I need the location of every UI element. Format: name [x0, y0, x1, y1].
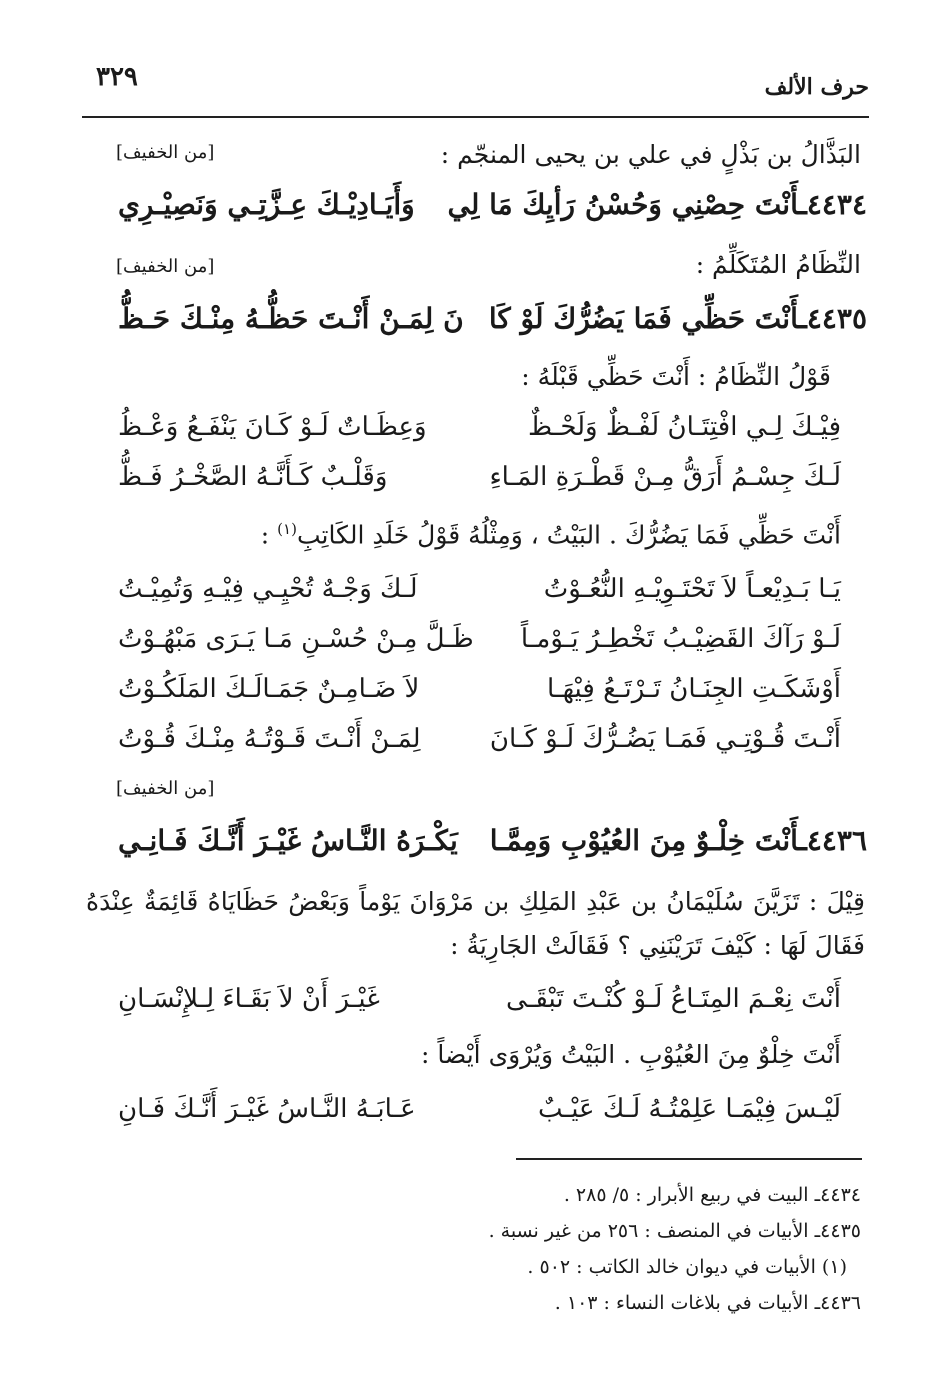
- commentary-verse: أَنْتَ نِعْـمَ المِتَـاعُ لَـوْ كُنْـتَ تَبْقَـى غَيْـرَ أَنْ لاَ بَقَـاءَ لِـلإِنْسَـانِ: [118, 984, 841, 1014]
- verse-first-hemistich: ٤٤٣٥ـأَنْتَ حَظِّي فَمَا يَضُرُّكَ لَوْ كَا: [488, 302, 867, 335]
- footnote: ٤٤٣٥ـ الأبيات في المنصف : ٢٥٦ من غير نسبة .: [488, 1220, 861, 1242]
- verse-first-hemistich: ٤٤٣٤ـأَنْتَ حِصْنِي وَحُسْنُ رَأيِكَ مَا لِي: [447, 188, 867, 221]
- commentary-line: قَوْلُ النِّظَامُ : أَنْتَ حَظِّي قَبْلَهُ :: [521, 362, 831, 391]
- meter-label: [من الخفيف]: [116, 778, 215, 799]
- running-title: حرف الألف: [764, 74, 869, 100]
- commentary-line: أَنْتَ خِلْوٌ مِنَ العُيُوْبِ . البَيْتُ وَيُرْوَى أَيْضاً :: [421, 1040, 841, 1069]
- verse-4436: [118, 824, 867, 874]
- commentary-verse: أَوْشَكَـتِ الجِنَـانُ تَـرْتَـعُ فِيْهَـا لاَ ضَـامِـنٌ جَمَـالَـكَ المَلَكُـوْتُ: [118, 674, 841, 704]
- commentary-verse: فِيْـكَ لِـي افْتِتَـانُ لَفْـظٌ وَلَحْـظٌ وَعِظَـاتٌ لَـوْ كَـانَ يَنْفَـعُ وَعْـظُ: [118, 412, 841, 442]
- commentary-paragraph: قِيْلَ : تَزَيَّنَ سُلَيْمَانُ بن عَبْدِ المَلِكِ بن مَرْوَانَ يَوْماً وَبَعْضُ حَظَايَاهُ قَائِمَةٌ عِنْدَهُ فَقَالَ لَهَا : كَيْفَ تَرَيْنَنِي ؟ فَقَالَتْ الجَارِيَةُ :: [86, 887, 865, 960]
- verse-second-hemistich: يَكْـرَهُ النَّـاسُ غَيْـرَ أَنَّـكَ فَـانِـي: [118, 824, 458, 857]
- commentary-line: أَنْتَ حَظِّي فَمَا يَضُرُّكَ . البَيْتُ ، وَمِثْلُهُ قَوْلُ خَلَدِ الكَاتِبِ$^{(١)}$ :: [260, 520, 841, 550]
- footnote: ٤٤٣٤ـ البيت في ربيع الأبرار : ٥/ ٢٨٥ .: [563, 1184, 861, 1206]
- verse-4435: [118, 302, 867, 352]
- verse-first-hemistich: ٤٤٣٦ـأَنْتَ خِلْـوٌ مِنَ العُيُوْبِ وَمِمَّـا: [489, 824, 867, 857]
- commentary-verse: لَيْـسَ فِيْمَـا عَلِمْتُـهُ لَـكَ عَيْـبٌ عَـابَـهُ النَّـاسُ غَيْـرَ أَنَّـكَ فَـانِ: [118, 1094, 841, 1124]
- header-rule: [82, 116, 869, 118]
- footnote-rule: [516, 1158, 862, 1160]
- verse-number: ٤٤٣٤ـ: [798, 188, 867, 221]
- poet-intro: النِّظَامُ المُتَكَلِّمُ :: [695, 250, 861, 279]
- commentary-verse: لَـوْ رَآكَ القَضِيْـبُ تَخْطِـرُ يَـوْمـاً ظَـلَّ مِـنْ حُسْـنِ مَـا يَـرَى مَبْهُـوْتُ: [118, 624, 841, 654]
- meter-label: [من الخفيف]: [116, 142, 215, 163]
- poet-intro: البَذَّالُ بن بَذْلٍ في علي بن يحيى المنجّم :: [440, 140, 861, 169]
- page-number: ٣٢٩: [96, 62, 138, 92]
- verse-second-hemistich: وَأَيَـادِيْـكَ عِـزَّتِـي وَنَصِيْـرِي: [118, 188, 415, 221]
- commentary-verse: يَـا بَـدِيْعـاً لاَ تَحْتَـوِيْـهِ النُّعُـوْتُ لَـكَ وَجْـهٌ تُحْيِـي فِيْـهِ وَتُمِيْـتُ: [118, 574, 841, 604]
- verse-number: ٤٤٣٦ـ: [798, 824, 867, 857]
- verse-4434: [118, 188, 867, 238]
- footnote-ref: (١): [277, 520, 297, 538]
- verse-number: ٤٤٣٥ـ: [798, 302, 867, 335]
- footnote: (١) الأبيات في ديوان خالد الكاتب : ٥٠٢ .: [527, 1256, 847, 1278]
- verse-second-hemistich: نَ لِمَـنْ أَنْـتَ حَظُّـهُ مِنْـكَ حَـظُّ: [118, 302, 464, 335]
- footnote: ٤٤٣٦ـ الأبيات في بلاغات النساء : ١٠٣ .: [554, 1292, 861, 1314]
- commentary-verse: لَـكَ جِسْـمُ أَرَقُّ مِـنْ قَطْـرَةِ المَـاءِ وَقَلْـبٌ كَـأَنَّـهُ الصَّخْـرُ فَـظُّ: [118, 462, 841, 492]
- meter-label: [من الخفيف]: [116, 256, 215, 277]
- commentary-verse: أَنْـتَ قُـوْتِـي فَمَـا يَضُـرُّكَ لَـوْ كَـانَ لِمَـنْ أَنْـتَ قَـوْتُـهُ مِنْـكَ قُـوْتُ: [118, 724, 841, 754]
